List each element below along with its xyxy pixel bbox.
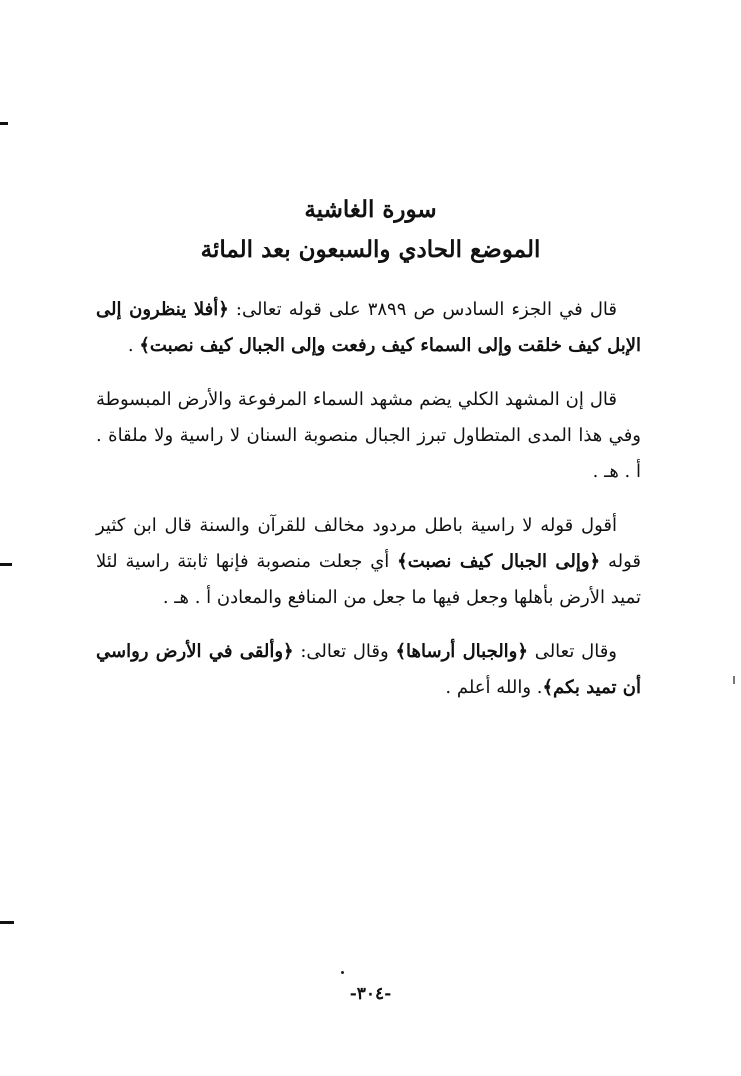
quran-verse: ﴿والجبال أرساها﴾ xyxy=(395,641,528,662)
paragraph-3-text-b: أي جعلت منصوبة فإنها ثابتة راسية لئلا تميد الأرض بأهلها وجعل فيها ما جعل من المنافع والمعادن أ . هـ . xyxy=(96,551,641,608)
scan-margin-mark xyxy=(733,676,735,684)
scan-margin-mark xyxy=(0,122,8,125)
paragraph-4-text-b: وقال تعالى: xyxy=(293,641,396,662)
paragraph-1 xyxy=(96,292,641,364)
body-text xyxy=(96,292,641,724)
scan-margin-mark xyxy=(0,563,12,566)
paragraph-4-text-c: . والله أعلم . xyxy=(445,677,543,698)
scan-dot xyxy=(341,971,344,974)
paragraph-4-text-a: وقال تعالى xyxy=(527,641,617,662)
quran-verse: ﴿وألقى في الأرض رواسي أن تميد بكم﴾ xyxy=(96,641,641,698)
surah-title: سورة الغاشية xyxy=(304,196,437,223)
quran-verse: ﴿وإلى الجبال كيف نصبت﴾ xyxy=(397,551,601,572)
page-footer xyxy=(0,984,741,1004)
paragraph-4 xyxy=(96,634,641,706)
paragraph-3 xyxy=(96,508,641,616)
page-number: -٣٠٤- xyxy=(349,984,392,1004)
quran-verse: ﴿أفلا ينظرون إلى الإبل كيف خلقت وإلى السماء كيف رفعت وإلى الجبال كيف نصبت﴾ xyxy=(96,299,641,356)
section-title: الموضع الحادي والسبعون بعد المائة xyxy=(200,236,541,263)
scan-margin-mark xyxy=(0,921,14,924)
paragraph-2 xyxy=(96,382,641,490)
paragraph-3-text-a: أقول قوله لا راسية باطل مردود مخالف للقرآن والسنة قال ابن كثير قوله xyxy=(96,515,641,572)
page-header xyxy=(80,190,661,270)
paragraph-1-end: . xyxy=(127,335,140,356)
paragraph-1-intro: قال في الجزء السادس ص ٣٨٩٩ على قوله تعالى: xyxy=(228,299,618,320)
paragraph-2-text: قال إن المشهد الكلي يضم مشهد السماء المرفوعة والأرض المبسوطة وفي هذا المدى المتطاول تبرز الجبال منصوبة السنان لا راسية ولا ملقاة . أ . هـ . xyxy=(96,389,641,482)
